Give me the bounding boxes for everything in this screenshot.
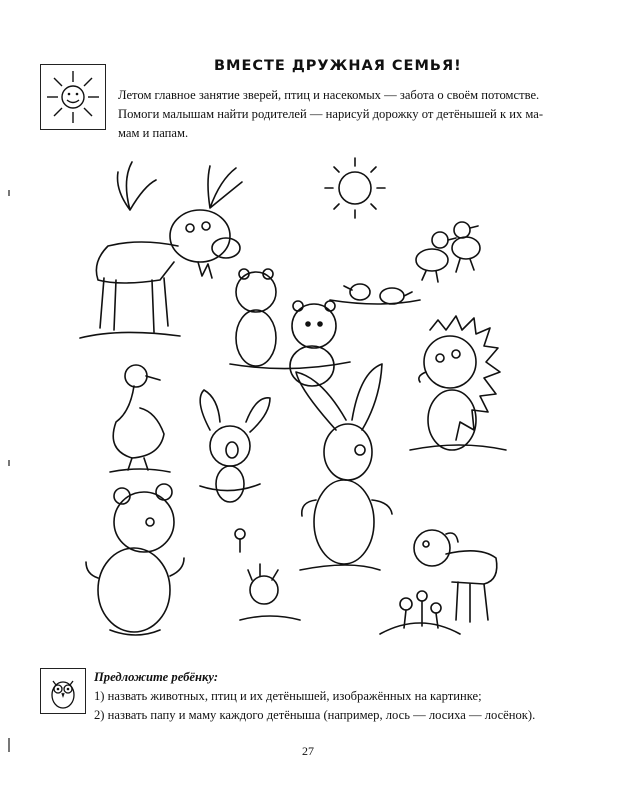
page-number: 27	[302, 744, 314, 758]
small-hedgehog-drawing	[240, 564, 300, 620]
goose-drawing	[110, 365, 170, 472]
hedgehog-drawing	[410, 316, 506, 450]
lamb-drawing	[414, 530, 497, 622]
suggestion-block	[94, 668, 535, 725]
margin-mark	[8, 460, 10, 466]
margin-mark	[8, 190, 10, 196]
suggestion-item: 1) назвать животных, птиц и их детёнышей, изображённых на картинке;	[94, 689, 482, 703]
bunny-drawing	[200, 390, 270, 502]
coloring-illustration	[60, 150, 560, 650]
birds-drawing	[330, 222, 480, 304]
owl-icon	[40, 668, 86, 714]
intro-line: Летом главное занятие зверей, птиц и насекомых — забота о своём потомстве.	[118, 88, 540, 102]
intro-text	[118, 86, 588, 143]
bear-cubs-drawing	[230, 269, 350, 386]
flowers-drawing	[235, 529, 460, 634]
moose-drawing	[80, 162, 242, 338]
suggestion-heading: Предложите ребёнку:	[94, 670, 219, 684]
intro-line: мам и папам.	[118, 126, 189, 140]
page-title: ВМЕСТЕ ДРУЖНАЯ СЕМЬЯ!	[214, 58, 462, 74]
intro-line: Помоги малышам найти родителей — нарисуй дорожку от детёнышей к их ма-	[118, 107, 544, 121]
sun-icon	[40, 64, 106, 130]
sun-drawing	[325, 158, 385, 218]
margin-mark	[8, 738, 10, 752]
bear-drawing	[86, 484, 184, 635]
suggestion-item: 2) назвать папу и маму каждого детёныша (например, лось — лосиха — лосёнок).	[94, 708, 536, 722]
rabbit-drawing	[296, 364, 392, 570]
